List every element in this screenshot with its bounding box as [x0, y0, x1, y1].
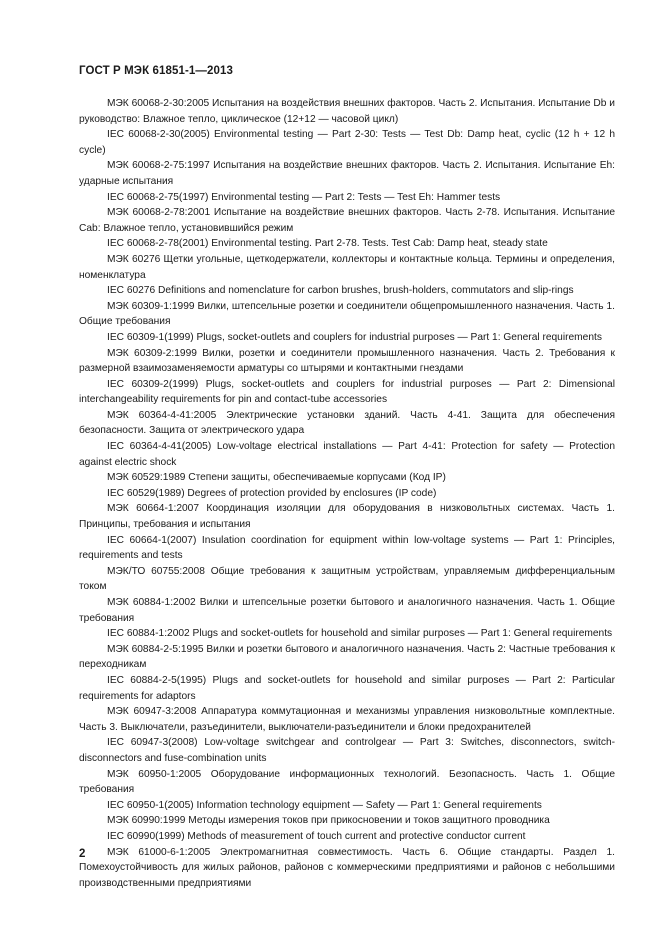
- reference-paragraph: IEC 60529(1989) Degrees of protection provided by enclosures (IP code): [107, 487, 437, 499]
- reference-paragraph: IEC 60884-2-5(1995) Plugs and socket-outlets for household and similar purposes — Part 2: Particular requirements for adaptors: [79, 674, 615, 702]
- page-number: 2: [79, 848, 86, 860]
- reference-paragraph: МЭК 60664-1:2007 Координация изоляции для оборудования в низковольтных системах. Часть 1. Принципы, требования и испытания: [79, 503, 615, 531]
- reference-paragraph: МЭК 60309-1:1999 Вилки, штепсельные розетки и соединители общепромышленного назначения. Часть 1. Общие требования: [79, 300, 615, 328]
- reference-paragraph: МЭК 60276 Щетки угольные, щеткодержатели, коллекторы и контактные кольца. Термины и определения, номенклатура: [79, 253, 615, 281]
- reference-paragraph: IEC 60950-1(2005) Information technology equipment — Safety — Part 1: General requirements: [107, 799, 542, 811]
- reference-paragraph: МЭК 60309-2:1999 Вилки, розетки и соединители промышленного назначения. Часть 2. Требования к размерной взаимозаменяемости арматуры со штырями и контактными гнездами: [79, 347, 615, 375]
- reference-paragraph: IEC 60947-3(2008) Low-voltage switchgear and controlgear — Part 3: Switches, disconnectors, switch-disconnectors and fuse-combination units: [79, 737, 615, 764]
- reference-paragraph: МЭК 61000-6-1:2005 Электромагнитная совместимость. Часть 6. Общие стандарты. Раздел 1. Помехоустойчивость для жилых районов, районов с коммерческими предприятиями и районов с небольшими производственными предприятиями: [79, 846, 615, 889]
- reference-paragraph: IEC 60309-2(1999) Plugs, socket-outlets and couplers for industrial purposes — Part 2: Dimensional interchangeability requirements for pin and contact-tube accessories: [79, 378, 615, 406]
- document-header: ГОСТ Р МЭК 61851-1—2013: [79, 65, 233, 77]
- reference-paragraph: МЭК 60068-2-75:1997 Испытания на воздействие внешних факторов. Часть 2. Испытания. Испытание Eh: ударные испытания: [79, 160, 615, 187]
- reference-paragraph: МЭК 60947-3:2008 Аппаратура коммутационная и механизмы управления низковольтные комплектные. Часть 3. Выключатели, разъединители, выключатели-разъединители и блоки предохранителей: [79, 706, 615, 733]
- reference-paragraph: IEC 60276 Definitions and nomenclature for carbon brushes, brush-holders, commutators and slip-rings: [107, 285, 574, 297]
- reference-paragraph: IEC 60990(1999) Methods of measurement of touch current and protective conductor current: [107, 830, 526, 842]
- reference-paragraph: МЭК 60529:1989 Степени защиты, обеспечиваемые корпусами (Код IP): [107, 472, 446, 484]
- reference-paragraph: IEC 60664-1(2007) Insulation coordination for equipment within low-voltage systems — Part 1: Principles, requirements and tests: [79, 534, 615, 562]
- reference-paragraph: IEC 60364-4-41(2005) Low-voltage electrical installations — Part 4-41: Protection for safety — Protection against electric shock: [79, 441, 615, 468]
- reference-paragraph: IEC 60884-1:2002 Plugs and socket-outlets for household and similar purposes — Part 1: General requirements: [107, 628, 613, 640]
- reference-paragraph: МЭК 60068-2-78:2001 Испытание на воздействие внешних факторов. Часть 2-78. Испытания. Испытание Cab: Влажное тепло, установившийся режим: [79, 207, 615, 234]
- references-list: [79, 96, 615, 891]
- reference-paragraph: МЭК 60884-1:2002 Вилки и штепсельные розетки бытового и аналогичного назначения. Часть 1. Общие требования: [79, 597, 615, 624]
- reference-paragraph: IEC 60068-2-78(2001) Environmental testing. Part 2-78. Tests. Test Cab: Damp heat, steady state: [107, 238, 548, 250]
- reference-paragraph: МЭК 60950-1:2005 Оборудование информационных технологий. Безопасность. Часть 1. Общие требования: [79, 768, 615, 796]
- reference-paragraph: IEC 60068-2-75(1997) Environmental testing — Part 2: Tests — Test Eh: Hammer tests: [107, 191, 501, 203]
- reference-paragraph: IEC 60068-2-30(2005) Environmental testing — Part 2-30: Tests — Test Db: Damp heat, cyclic (12 h + 12 h cycle): [79, 129, 615, 156]
- reference-paragraph: МЭК 60990:1999 Методы измерения токов при прикосновении и токов защитного проводника: [107, 815, 550, 827]
- reference-paragraph: IEC 60309-1(1999) Plugs, socket-outlets and couplers for industrial purposes — Part 1: General requirements: [107, 331, 602, 343]
- reference-paragraph: МЭК 60884-2-5:1995 Вилки и розетки бытового и аналогичного назначения. Часть 2: Частные требования к переходникам: [79, 643, 615, 671]
- reference-paragraph: МЭК/ТО 60755:2008 Общие требования к защитным устройствам, управляемым дифференциальным током: [79, 565, 615, 593]
- reference-paragraph: МЭК 60364-4-41:2005 Электрические установки зданий. Часть 4-41. Защита для обеспечения безопасности. Защита от электрического удара: [79, 409, 615, 437]
- reference-paragraph: МЭК 60068-2-30:2005 Испытания на воздействия внешних факторов. Часть 2. Испытания. Испытание Db и руководство: Влажное тепло, циклическое (12+12 — часовой цикл): [79, 98, 615, 125]
